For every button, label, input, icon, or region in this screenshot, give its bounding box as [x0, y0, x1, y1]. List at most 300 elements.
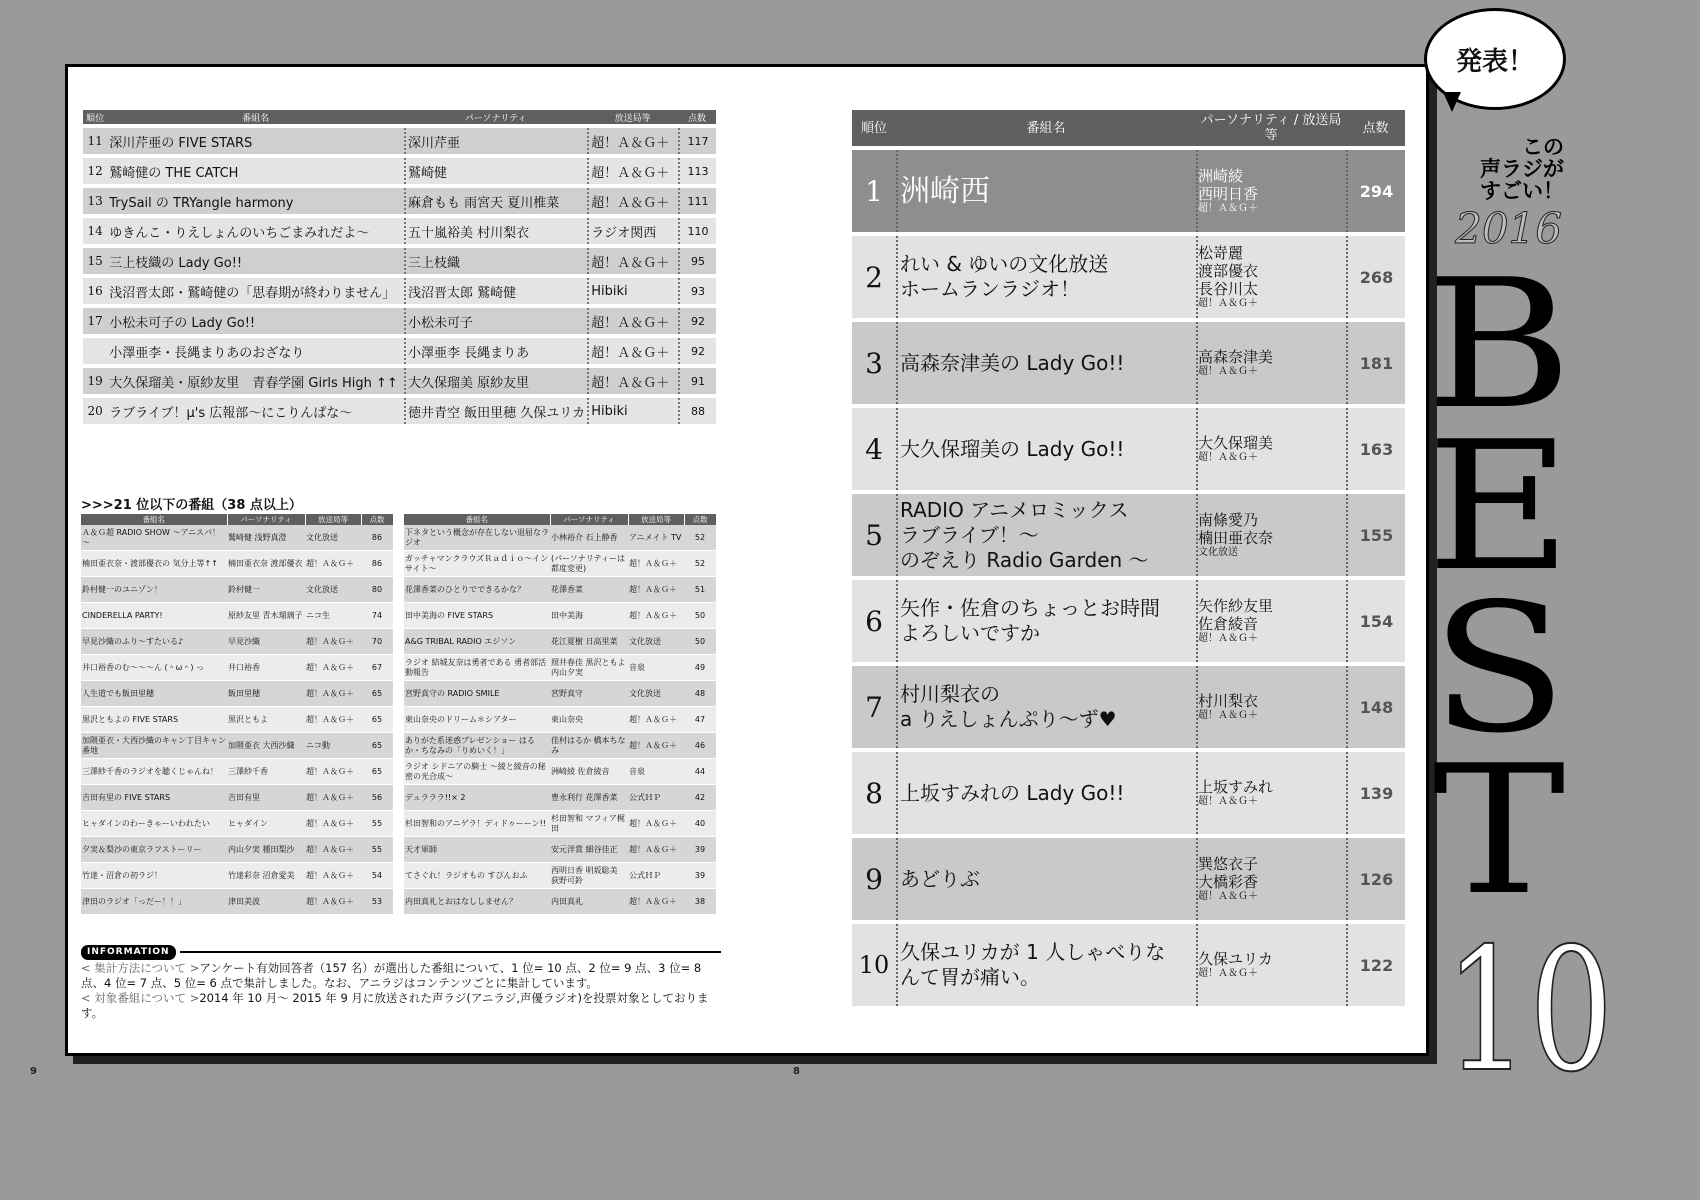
rank-11-20-table: [83, 106, 716, 428]
program-cell: 大久保瑠美・原紗友里 青春学園 Girls High ↑↑: [107, 368, 404, 394]
below-21-row: [404, 681, 716, 707]
score-cell: 52: [684, 551, 716, 577]
personality-names: 南條愛乃 楠田亜衣奈: [1198, 511, 1274, 547]
score-cell: 92: [678, 308, 716, 334]
rank-row: [83, 128, 716, 154]
best-10-row: [852, 408, 1405, 490]
header-program: 番組名: [404, 514, 550, 525]
best-10-row: [852, 580, 1405, 662]
program-cell: CINDERELLA PARTY!: [81, 603, 227, 629]
best-10-row: [852, 838, 1405, 920]
program-cell: 高森奈津美の Lady Go!!: [896, 322, 1196, 404]
below-21-row: [404, 837, 716, 863]
station-cell: Hibiki: [587, 278, 678, 304]
score-cell: 50: [684, 603, 716, 629]
program-cell: 内田真礼とおはなししません？: [404, 889, 550, 915]
score-cell: 67: [361, 655, 393, 681]
personality-cell: 照井春佳 黒沢ともよ 内山夕実: [550, 655, 628, 681]
catch-line-3: すごい！: [1480, 179, 1564, 203]
below-21-row: [81, 655, 393, 681]
station-cell: 文化放送: [305, 577, 361, 603]
rank-row: [83, 158, 716, 184]
personality-cell: ヒャダイン: [227, 811, 305, 837]
station-cell: 音泉: [628, 759, 684, 785]
station-name: 超！Ａ＆Ｇ＋: [1198, 796, 1258, 807]
information-header: [81, 945, 721, 959]
station-name: 超！Ａ＆Ｇ＋: [1198, 366, 1258, 377]
program-cell: TrySail の TRYangle harmony: [107, 188, 404, 214]
page-number-right: 8: [793, 1066, 800, 1077]
score-cell: 44: [684, 759, 716, 785]
program-cell: 花澤香菜のひとりでできるかな？: [404, 577, 550, 603]
rank-row: [83, 308, 716, 334]
below-21-row: [81, 629, 393, 655]
below-21-row: [404, 759, 716, 785]
personality-names: 巽悠衣子 大橋彩香: [1198, 855, 1259, 891]
score-cell: 80: [361, 577, 393, 603]
score-cell: 113: [678, 158, 716, 184]
program-cell: 人生道でも飯田里穂: [81, 681, 227, 707]
station-cell: 超！Ａ＆Ｇ＋: [587, 338, 678, 364]
score-cell: 92: [678, 338, 716, 364]
program-cell: 竹達・沼倉の初ラジ！: [81, 863, 227, 889]
personality-cell: 杉田智和 マフィア梶田: [550, 811, 628, 837]
station-cell: 超！Ａ＆Ｇ＋: [305, 629, 361, 655]
personality-cell: 佳村はるか 橋本ちなみ: [550, 733, 628, 759]
score-cell: 268: [1346, 236, 1405, 318]
year-label: 2016: [1455, 204, 1562, 253]
station-cell: ニコ生: [305, 603, 361, 629]
station-cell: 超！Ａ＆Ｇ＋: [587, 188, 678, 214]
score-cell: 50: [684, 629, 716, 655]
header-personality: パーソナリティ: [227, 514, 305, 525]
station-cell: 公式ＨＰ: [628, 785, 684, 811]
header-station: 放送局等: [587, 110, 678, 124]
station-cell: 超！Ａ＆Ｇ＋: [305, 837, 361, 863]
below-21-row: [81, 551, 393, 577]
score-cell: 181: [1346, 322, 1405, 404]
below-21-row: [404, 629, 716, 655]
rank-cell: 1: [852, 150, 896, 232]
header-program: 番組名: [107, 110, 404, 124]
rank-row: [83, 398, 716, 424]
program-cell: ゆきんこ・りえしょんのいちごまみれだよ～: [107, 218, 404, 244]
station-cell: 音泉: [628, 655, 684, 681]
personality-cell: 三上枝織: [404, 248, 587, 274]
personality-cell: 黒沢ともよ: [227, 707, 305, 733]
station-cell: Hibiki: [587, 398, 678, 424]
personality-cell: 田中美海: [550, 603, 628, 629]
personality-cell: 東山奈央: [550, 707, 628, 733]
header-personality: パーソナリティ: [404, 110, 587, 124]
rank-cell: 8: [852, 752, 896, 834]
station-name: 超！Ａ＆Ｇ＋: [1198, 968, 1258, 979]
rank-cell: 15: [83, 248, 107, 274]
personality-cell: 原紗友里 青木瑠璃子: [227, 603, 305, 629]
header-rank: 順位: [852, 110, 896, 146]
rank-cell: 19: [83, 368, 107, 394]
header-program: 番組名: [896, 110, 1196, 146]
score-cell: 154: [1346, 580, 1405, 662]
program-cell: ガッチャマンクラウズＲａｄｉｏ～インサイト～: [404, 551, 550, 577]
personality-cell: (パーソナリティーは都度変更): [550, 551, 628, 577]
method-text: アンケート有効回答者（157 名）が選出した番組について、1 位= 10 点、2 位= 9 点、3 位= 8 点、4 位= 7 点、5 位= 6 点で集計しました。なお、アニラジはコンテンツごとに集計しています。: [81, 961, 702, 990]
below-21-table-right: [404, 514, 717, 915]
program-cell: 楠田亜衣奈・渡部優衣の 気分上等↑↑: [81, 551, 227, 577]
letter-s: S: [1430, 565, 1568, 772]
bubble-tail: [1443, 92, 1461, 112]
score-cell: 46: [684, 733, 716, 759]
program-cell: 上坂すみれの Lady Go!!: [896, 752, 1196, 834]
personality-cell: 花江夏樹 日高里菜: [550, 629, 628, 655]
rank-row: [83, 188, 716, 214]
catch-line-2: 声ラジが: [1480, 157, 1564, 181]
method-key: < 集計方法について >: [81, 961, 200, 975]
rank-row: [83, 368, 716, 394]
rank-cell: 10: [852, 924, 896, 1006]
personality-station-cell: [1196, 322, 1346, 404]
best-10-row: [852, 924, 1405, 1006]
score-cell: 139: [1346, 752, 1405, 834]
score-cell: 163: [1346, 408, 1405, 490]
score-cell: 86: [361, 551, 393, 577]
personality-cell: 鷲崎健: [404, 158, 587, 184]
score-cell: 122: [1346, 924, 1405, 1006]
best-10-row: [852, 236, 1405, 318]
information-label: INFORMATION: [81, 945, 176, 960]
rank-cell: 2: [852, 236, 896, 318]
score-cell: 39: [684, 863, 716, 889]
program-cell: れい & ゆいの文化放送 ホームランラジオ！: [896, 236, 1196, 318]
personality-station-cell: [1196, 838, 1346, 920]
station-name: 超！Ａ＆Ｇ＋: [1198, 710, 1258, 721]
score-cell: 117: [678, 128, 716, 154]
score-cell: 65: [361, 759, 393, 785]
program-cell: 杉田智和のアニゲラ！ディドゥーーン!!: [404, 811, 550, 837]
score-cell: 54: [361, 863, 393, 889]
score-cell: 65: [361, 681, 393, 707]
score-cell: 294: [1346, 150, 1405, 232]
program-cell: ラジオ 結城友奈は勇者である 勇者部活動報告: [404, 655, 550, 681]
personality-station-cell: [1196, 924, 1346, 1006]
page-number-left: 9: [30, 1066, 37, 1077]
score-cell: 38: [684, 889, 716, 915]
rank-cell: 20: [83, 398, 107, 424]
personality-names: 村川梨衣: [1198, 692, 1259, 710]
personality-cell: 麻倉もも 雨宮天 夏川椎菜: [404, 188, 587, 214]
rank-cell: [83, 338, 107, 364]
program-cell: 下ネタという概念が存在しない退屈なラジオ: [404, 525, 550, 551]
rank-row: [83, 218, 716, 244]
score-cell: 49: [684, 655, 716, 681]
personality-names: 矢作紗友里 佐倉綾音: [1198, 597, 1274, 633]
personality-cell: 井口裕香: [227, 655, 305, 681]
rank-cell: 11: [83, 128, 107, 154]
score-cell: 55: [361, 837, 393, 863]
header-personality-station: パーソナリティ / 放送局等: [1196, 110, 1346, 146]
rank-cell: 7: [852, 666, 896, 748]
personality-station-cell: [1196, 752, 1346, 834]
best-10-row: [852, 666, 1405, 748]
header-score: 点数: [678, 110, 716, 124]
header-program: 番組名: [81, 514, 227, 525]
score-cell: 65: [361, 707, 393, 733]
personality-cell: 五十嵐裕美 村川梨衣: [404, 218, 587, 244]
program-cell: 黒沢ともよの FIVE STARS: [81, 707, 227, 733]
program-cell: 深川芹亜の FIVE STARS: [107, 128, 404, 154]
score-cell: 93: [678, 278, 716, 304]
personality-cell: 鈴村健一: [227, 577, 305, 603]
personality-cell: 吉田有里: [227, 785, 305, 811]
program-cell: A&G TRIBAL RADIO エジソン: [404, 629, 550, 655]
score-cell: 55: [361, 811, 393, 837]
score-cell: 65: [361, 733, 393, 759]
rank-row: [83, 248, 716, 274]
personality-cell: 小澤亜李 長縄まりあ: [404, 338, 587, 364]
personality-station-cell: [1196, 408, 1346, 490]
best-10-row: [852, 494, 1405, 576]
rank-table-header: [83, 110, 716, 124]
program-cell: 田中美海の FIVE STARS: [404, 603, 550, 629]
rank-cell: 16: [83, 278, 107, 304]
below-21-row: [81, 733, 393, 759]
rank-row: [83, 278, 716, 304]
program-cell: 浅沼晋太郎・鷲崎健の「思春期が終わりません」: [107, 278, 404, 304]
program-cell: 東山奈央のドリーム＊シアター: [404, 707, 550, 733]
program-cell: ラジオ シドニアの騎士 ～綾と綾音の秘密の光合成～: [404, 759, 550, 785]
below-21-row: [404, 603, 716, 629]
station-cell: 超！Ａ＆Ｇ＋: [628, 733, 684, 759]
below-21-row: [404, 525, 716, 551]
below-21-row: [81, 759, 393, 785]
personality-cell: 豊永利行 花澤香菜: [550, 785, 628, 811]
personality-cell: 内田真礼: [550, 889, 628, 915]
program-cell: 鈴村健一のユニゾン！: [81, 577, 227, 603]
below-21-row: [81, 525, 393, 551]
station-name: 文化放送: [1198, 547, 1238, 558]
rank-cell: 4: [852, 408, 896, 490]
program-cell: 三澤紗千香のラジオを聴くじゃんね！: [81, 759, 227, 785]
score-cell: 39: [684, 837, 716, 863]
below-21-row: [404, 889, 716, 915]
station-cell: 超！Ａ＆Ｇ＋: [305, 759, 361, 785]
score-cell: 110: [678, 218, 716, 244]
station-cell: ラジオ関西: [587, 218, 678, 244]
station-cell: 超！Ａ＆Ｇ＋: [628, 889, 684, 915]
below-21-header: [404, 514, 716, 525]
target-key: < 対象番組について >: [81, 991, 200, 1005]
program-cell: てさぐれ！ラジオもの すぴんおふ: [404, 863, 550, 889]
personality-station-cell: [1196, 666, 1346, 748]
station-cell: 超！Ａ＆Ｇ＋: [305, 681, 361, 707]
score-cell: 70: [361, 629, 393, 655]
program-cell: 小松未可子の Lady Go!!: [107, 308, 404, 334]
rank-cell: 9: [852, 838, 896, 920]
station-cell: 超！Ａ＆Ｇ＋: [587, 308, 678, 334]
personality-cell: 加隈亜衣 大西沙織: [227, 733, 305, 759]
personality-cell: 安元洋貴 細谷佳正: [550, 837, 628, 863]
personality-names: 上坂すみれ: [1198, 778, 1274, 796]
personality-station-cell: [1196, 236, 1346, 318]
station-cell: 超！Ａ＆Ｇ＋: [305, 785, 361, 811]
program-cell: 天才軍師: [404, 837, 550, 863]
station-cell: 公式ＨＰ: [628, 863, 684, 889]
best-10-row: [852, 322, 1405, 404]
score-cell: 42: [684, 785, 716, 811]
below-21-row: [404, 707, 716, 733]
rank-cell: 13: [83, 188, 107, 214]
catch-line-1: この: [1522, 135, 1564, 159]
score-cell: 91: [678, 368, 716, 394]
score-cell: 47: [684, 707, 716, 733]
personality-cell: 飯田里穂: [227, 681, 305, 707]
personality-station-cell: [1196, 150, 1346, 232]
station-cell: 文化放送: [305, 525, 361, 551]
header-score: 点数: [684, 514, 716, 525]
score-cell: 86: [361, 525, 393, 551]
score-cell: 56: [361, 785, 393, 811]
letter-t: T: [1432, 727, 1566, 934]
program-cell: ヒャダインのわーきゃーいわれたい: [81, 811, 227, 837]
score-cell: 52: [684, 525, 716, 551]
program-cell: あどりぶ: [896, 838, 1196, 920]
station-cell: 文化放送: [628, 629, 684, 655]
station-cell: 文化放送: [628, 681, 684, 707]
bubble-text: 発表！: [1455, 46, 1534, 77]
below-21-row: [81, 577, 393, 603]
best-10-table: [852, 106, 1405, 1010]
personality-station-cell: [1196, 580, 1346, 662]
below-21-row: [81, 681, 393, 707]
program-cell: デュラララ!!× 2: [404, 785, 550, 811]
station-cell: 超！Ａ＆Ｇ＋: [305, 889, 361, 915]
personality-names: 高森奈津美: [1198, 348, 1274, 366]
below-21-header: [81, 514, 393, 525]
program-cell: 洲崎西: [896, 150, 1196, 232]
station-cell: 超！Ａ＆Ｇ＋: [305, 707, 361, 733]
program-cell: 小澤亜李・長縄まりあのおざなり: [107, 338, 404, 364]
rank-cell: 14: [83, 218, 107, 244]
personality-cell: 浅沼晋太郎 鷲崎健: [404, 278, 587, 304]
header-personality: パーソナリティ: [550, 514, 628, 525]
number-ten: 10: [1444, 912, 1614, 1110]
program-cell: 吉田有里の FIVE STARS: [81, 785, 227, 811]
personality-cell: 大久保瑠美 原紗友里: [404, 368, 587, 394]
personality-cell: 深川芹亜: [404, 128, 587, 154]
target-text: 2014 年 10 月～ 2015 年 9 月に放送された声ラジ(アニラジ,声優ラジオ)を投票対象としております。: [81, 991, 709, 1020]
header-rank: 順位: [83, 110, 107, 124]
letter-b: B: [1425, 241, 1573, 448]
score-cell: 48: [684, 681, 716, 707]
below-21-row: [81, 707, 393, 733]
station-cell: アニメイト TV: [628, 525, 684, 551]
station-cell: 超！Ａ＆Ｇ＋: [587, 248, 678, 274]
station-name: 超！Ａ＆Ｇ＋: [1198, 203, 1258, 214]
information-target: [81, 991, 721, 1021]
program-cell: 井口裕香のむ～～～ん (＾ω＾) っ: [81, 655, 227, 681]
rank-cell: 17: [83, 308, 107, 334]
personality-cell: 宮野真守: [550, 681, 628, 707]
best-10-row: [852, 752, 1405, 834]
below-21-row: [81, 785, 393, 811]
information-box: [81, 945, 721, 1021]
score-cell: 88: [678, 398, 716, 424]
program-cell: 久保ユリカが 1 人しゃべりな んて胃が痛い。: [896, 924, 1196, 1006]
personality-cell: 花澤香菜: [550, 577, 628, 603]
below-21-row: [404, 785, 716, 811]
score-cell: 74: [361, 603, 393, 629]
below-21-row: [81, 811, 393, 837]
station-name: 超！Ａ＆Ｇ＋: [1198, 891, 1258, 902]
station-cell: 超！Ａ＆Ｇ＋: [628, 707, 684, 733]
score-cell: 95: [678, 248, 716, 274]
letter-e: E: [1426, 403, 1572, 610]
score-cell: 155: [1346, 494, 1405, 576]
score-cell: 111: [678, 188, 716, 214]
personality-cell: 小林裕介 石上静香: [550, 525, 628, 551]
information-method: [81, 961, 721, 991]
program-cell: 大久保瑠美の Lady Go!!: [896, 408, 1196, 490]
station-cell: 超！Ａ＆Ｇ＋: [587, 368, 678, 394]
station-name: 超！Ａ＆Ｇ＋: [1198, 298, 1258, 309]
rank-cell: 3: [852, 322, 896, 404]
station-cell: 超！Ａ＆Ｇ＋: [587, 128, 678, 154]
below-21-row: [81, 837, 393, 863]
personality-cell: 内山夕実 種田梨沙: [227, 837, 305, 863]
information-rule: [180, 951, 721, 953]
personality-cell: 小松未可子: [404, 308, 587, 334]
below-21-table-left: [81, 514, 394, 915]
personality-names: 大久保瑠美: [1198, 434, 1274, 452]
score-cell: 53: [361, 889, 393, 915]
rank-cell: 5: [852, 494, 896, 576]
program-cell: ありがた系迷惑プレゼンショー はるか・ちなみの「りめいく！」: [404, 733, 550, 759]
best-10-header: [852, 110, 1405, 146]
program-cell: 夕実＆梨沙の東京ラフストーリー: [81, 837, 227, 863]
program-cell: 宮野真守の RADIO SMILE: [404, 681, 550, 707]
personality-cell: 竹達彩奈 沼倉愛美: [227, 863, 305, 889]
station-cell: 超！Ａ＆Ｇ＋: [305, 863, 361, 889]
personality-names: 松嵜麗 渡部優衣 長谷川太: [1198, 244, 1259, 298]
header-station: 放送局等: [305, 514, 361, 525]
station-cell: 超！Ａ＆Ｇ＋: [305, 655, 361, 681]
personality-cell: 津田美波: [227, 889, 305, 915]
program-cell: Ａ＆Ｇ超 RADIO SHOW ～アニスパ！～: [81, 525, 227, 551]
program-cell: 三上枝織の Lady Go!!: [107, 248, 404, 274]
personality-cell: 西明日香 明坂聡美 荻野可鈴: [550, 863, 628, 889]
program-cell: 津田のラジオ「っだー！！」: [81, 889, 227, 915]
station-name: 超！Ａ＆Ｇ＋: [1198, 633, 1258, 644]
personality-names: 久保ユリカ: [1198, 950, 1273, 968]
rank-cell: 12: [83, 158, 107, 184]
score-cell: 40: [684, 811, 716, 837]
header-score: 点数: [1346, 110, 1405, 146]
below-21-row: [81, 603, 393, 629]
score-cell: 148: [1346, 666, 1405, 748]
below-21-title: >>>21 位以下の番組（38 点以上）: [81, 498, 302, 513]
station-cell: 超！Ａ＆Ｇ＋: [587, 158, 678, 184]
personality-cell: 洲崎綾 佐倉綾音: [550, 759, 628, 785]
program-cell: 村川梨衣の a りえしょんぷり～ず♥: [896, 666, 1196, 748]
header-station: 放送局等: [628, 514, 684, 525]
header-score: 点数: [361, 514, 393, 525]
station-cell: 超！Ａ＆Ｇ＋: [628, 837, 684, 863]
rank-cell: 6: [852, 580, 896, 662]
station-name: 超！Ａ＆Ｇ＋: [1198, 452, 1258, 463]
below-21-row: [404, 733, 716, 759]
station-cell: 超！Ａ＆Ｇ＋: [628, 551, 684, 577]
catchphrase: [1436, 136, 1564, 202]
